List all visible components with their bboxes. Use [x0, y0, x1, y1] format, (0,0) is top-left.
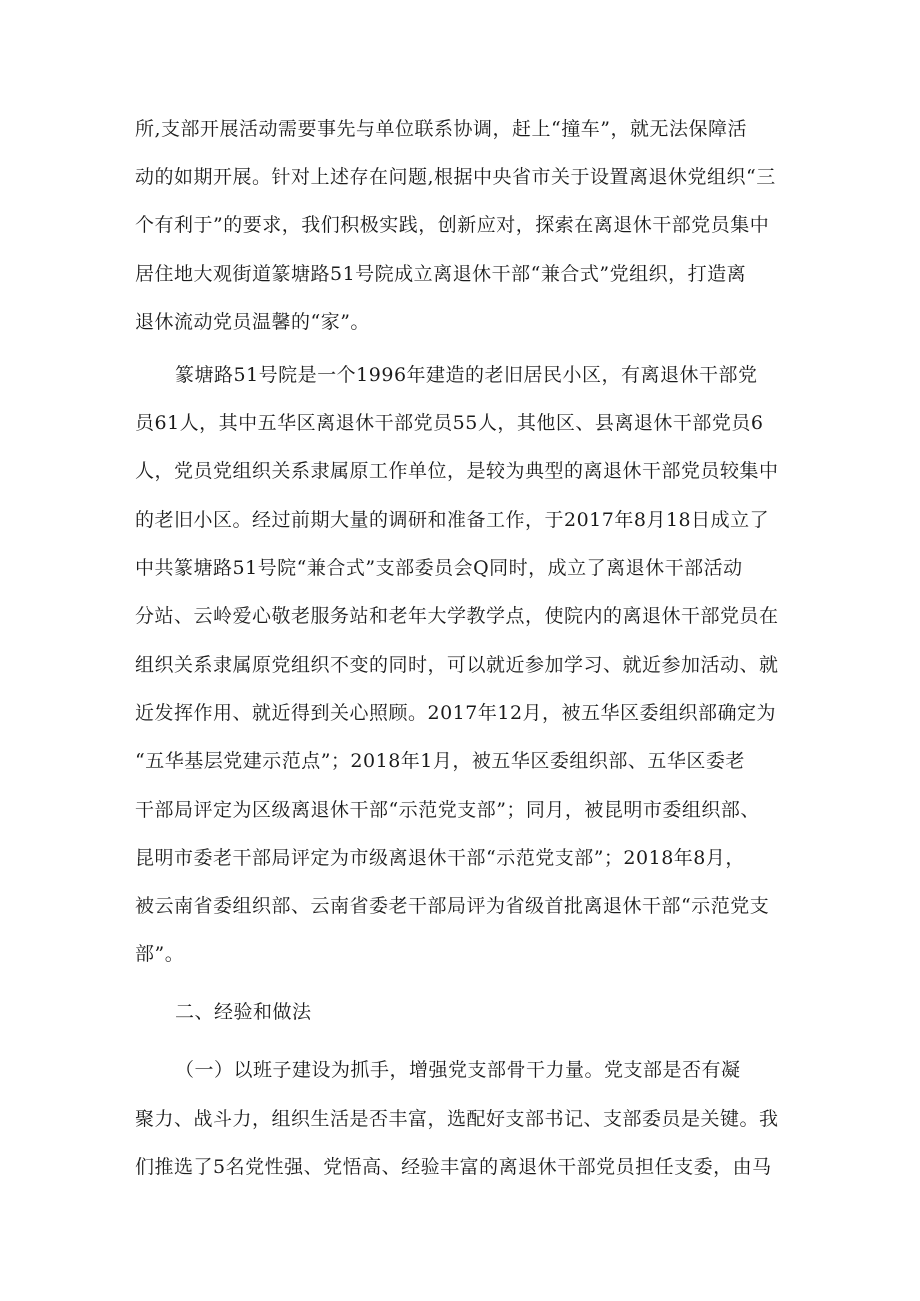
paragraph-first-line: 篆塘路51号院是一个1996年建造的老旧居民小区，有离退休干部党: [175, 364, 758, 386]
text-line: 昆明市委老干部局评定为市级离退休干部“示范党支部”；2018年8月，: [135, 847, 745, 869]
text-line: 部”。: [135, 943, 185, 965]
text-line: 近发挥作用、就近得到关心照顾。2017年12月，被五华区委组织部确定为: [135, 702, 777, 724]
text-line: 们推选了5名党性强、党悟高、经验丰富的离退休干部党员担任支委，由马: [135, 1156, 772, 1178]
text-line: 人，党员党组织关系隶属原工作单位，是较为典型的离退休干部党员较集中: [135, 460, 779, 482]
text-line: 所,支部开展活动需要事先与单位联系协调，赶上“撞车”，就无法保障活: [135, 118, 747, 140]
text-line: 分站、云岭爱心敬老服务站和老年大学教学点，使院内的离退休干部党员在: [135, 605, 779, 627]
text-line: 聚力、战斗力，组织生活是否丰富，选配好支部书记、支部委员是关键。我: [135, 1108, 779, 1130]
text-line: 居住地大观街道篆塘路51号院成立离退休干部“兼合式”党组织，打造离: [135, 263, 747, 285]
text-line: 员61人，其中五华区离退休干部党员55人，其他区、县离退休干部党员6: [135, 412, 764, 434]
text-line: 组织关系隶属原党组织不变的同时，可以就近参加学习、就近参加活动、就: [135, 654, 779, 676]
text-line: “五华基层党建示范点”；2018年1月，被五华区委组织部、五华区委老: [135, 750, 745, 772]
text-line: 动的如期开展。针对上述存在问题,根据中央省市关于设置离退休党组织“三: [135, 166, 776, 188]
text-line: 的老旧小区。经过前期大量的调研和准备工作，于2017年8月18日成立了: [135, 509, 770, 531]
text-line: 中共篆塘路51号院“兼合式”支部委员会Q同时，成立了离退休干部活动: [135, 557, 743, 579]
section-heading: 二、经验和做法: [175, 1001, 312, 1023]
paragraph-first-line: （一）以班子建设为抓手，增强党支部骨干力量。党支部是否有凝: [175, 1059, 741, 1081]
text-line: 干部局评定为区级离退休干部“示范党支部”；同月，被昆明市委组织部、: [135, 799, 760, 821]
text-line: 被云南省委组织部、云南省委老干部局评为省级首批离退休干部“示范党支: [135, 895, 770, 917]
text-line: 个有利于”的要求，我们积极实践，创新应对，探索在离退休干部党员集中: [135, 214, 770, 236]
text-line: 退休流动党员温馨的“家”。: [135, 311, 370, 333]
